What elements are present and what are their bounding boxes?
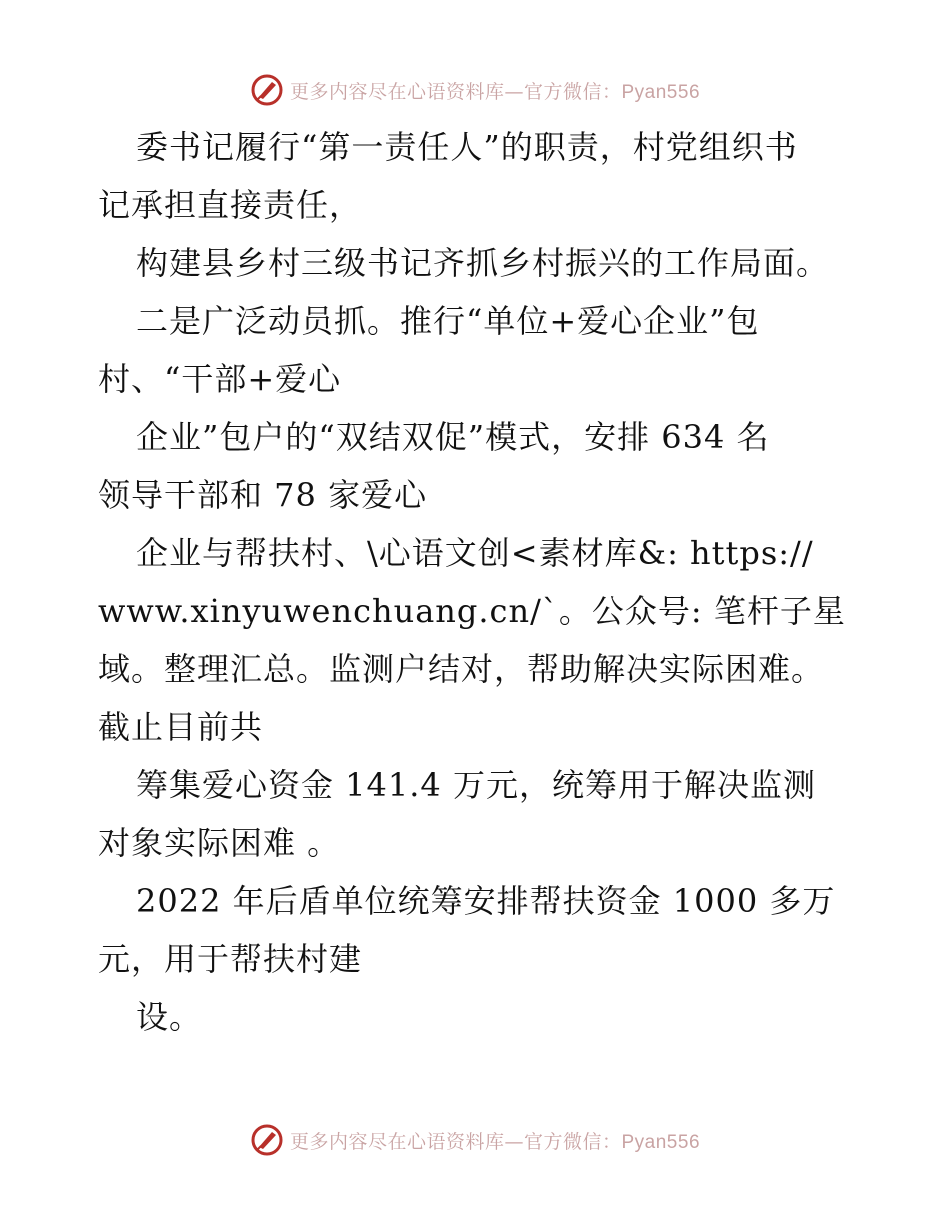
- footer-banner-label: 更多内容尽在心语资料库—官方微信：: [289, 1130, 622, 1153]
- paragraph-line: 2022 年后盾单位统筹安排帮扶资金 1000 多万: [136, 882, 836, 920]
- paragraph-line: 截止目前共: [98, 708, 264, 746]
- paragraph-line: 村、“干部+爱心: [98, 360, 342, 398]
- quill-logo-icon: [250, 1123, 284, 1157]
- paragraph-line: 构建县乡村三级书记齐抓乡村振兴的工作局面。: [136, 244, 830, 282]
- quill-logo-icon: [250, 73, 284, 107]
- footer-banner-text: [290, 1127, 700, 1154]
- paragraph-line: 企业与帮扶村、\心语文创<素材库&: https://: [136, 534, 814, 572]
- paragraph-line: www.xinyuwenchuang.cn/`。公众号: 笔杆子星: [98, 592, 846, 630]
- paragraph-line: 领导干部和 78 家爱心: [98, 476, 428, 514]
- paragraph-line: 委书记履行“第一责任人”的职责，村党组织书: [136, 128, 798, 166]
- header-banner-text: [290, 77, 700, 104]
- header-wechat-id: Pyan556: [621, 81, 701, 103]
- document-body: [98, 118, 858, 1046]
- footer-banner-inner: [250, 1123, 700, 1157]
- paragraph-line: 筹集爱心资金 141.4 万元，统筹用于解决监测: [136, 766, 816, 804]
- paragraph-line: 企业”包户的“双结双促”模式，安排 634 名: [136, 418, 770, 456]
- paragraph-line: 设。: [136, 998, 203, 1036]
- header-banner: [0, 70, 950, 110]
- paragraph-line: 记承担直接责任，: [98, 186, 363, 224]
- footer-banner: [0, 1120, 950, 1160]
- header-banner-label: 更多内容尽在心语资料库—官方微信：: [289, 80, 622, 103]
- paragraph-line: 元，用于帮扶村建: [98, 940, 363, 978]
- paragraph-line: 域。整理汇总。监测户结对，帮助解决实际困难。: [98, 650, 825, 688]
- header-banner-inner: [250, 73, 700, 107]
- footer-wechat-id: Pyan556: [621, 1131, 701, 1153]
- paragraph-line: 二是广泛动员抓。推行“单位+爱心企业”包: [136, 302, 760, 340]
- paragraph-line: 对象实际困难 。: [98, 824, 341, 862]
